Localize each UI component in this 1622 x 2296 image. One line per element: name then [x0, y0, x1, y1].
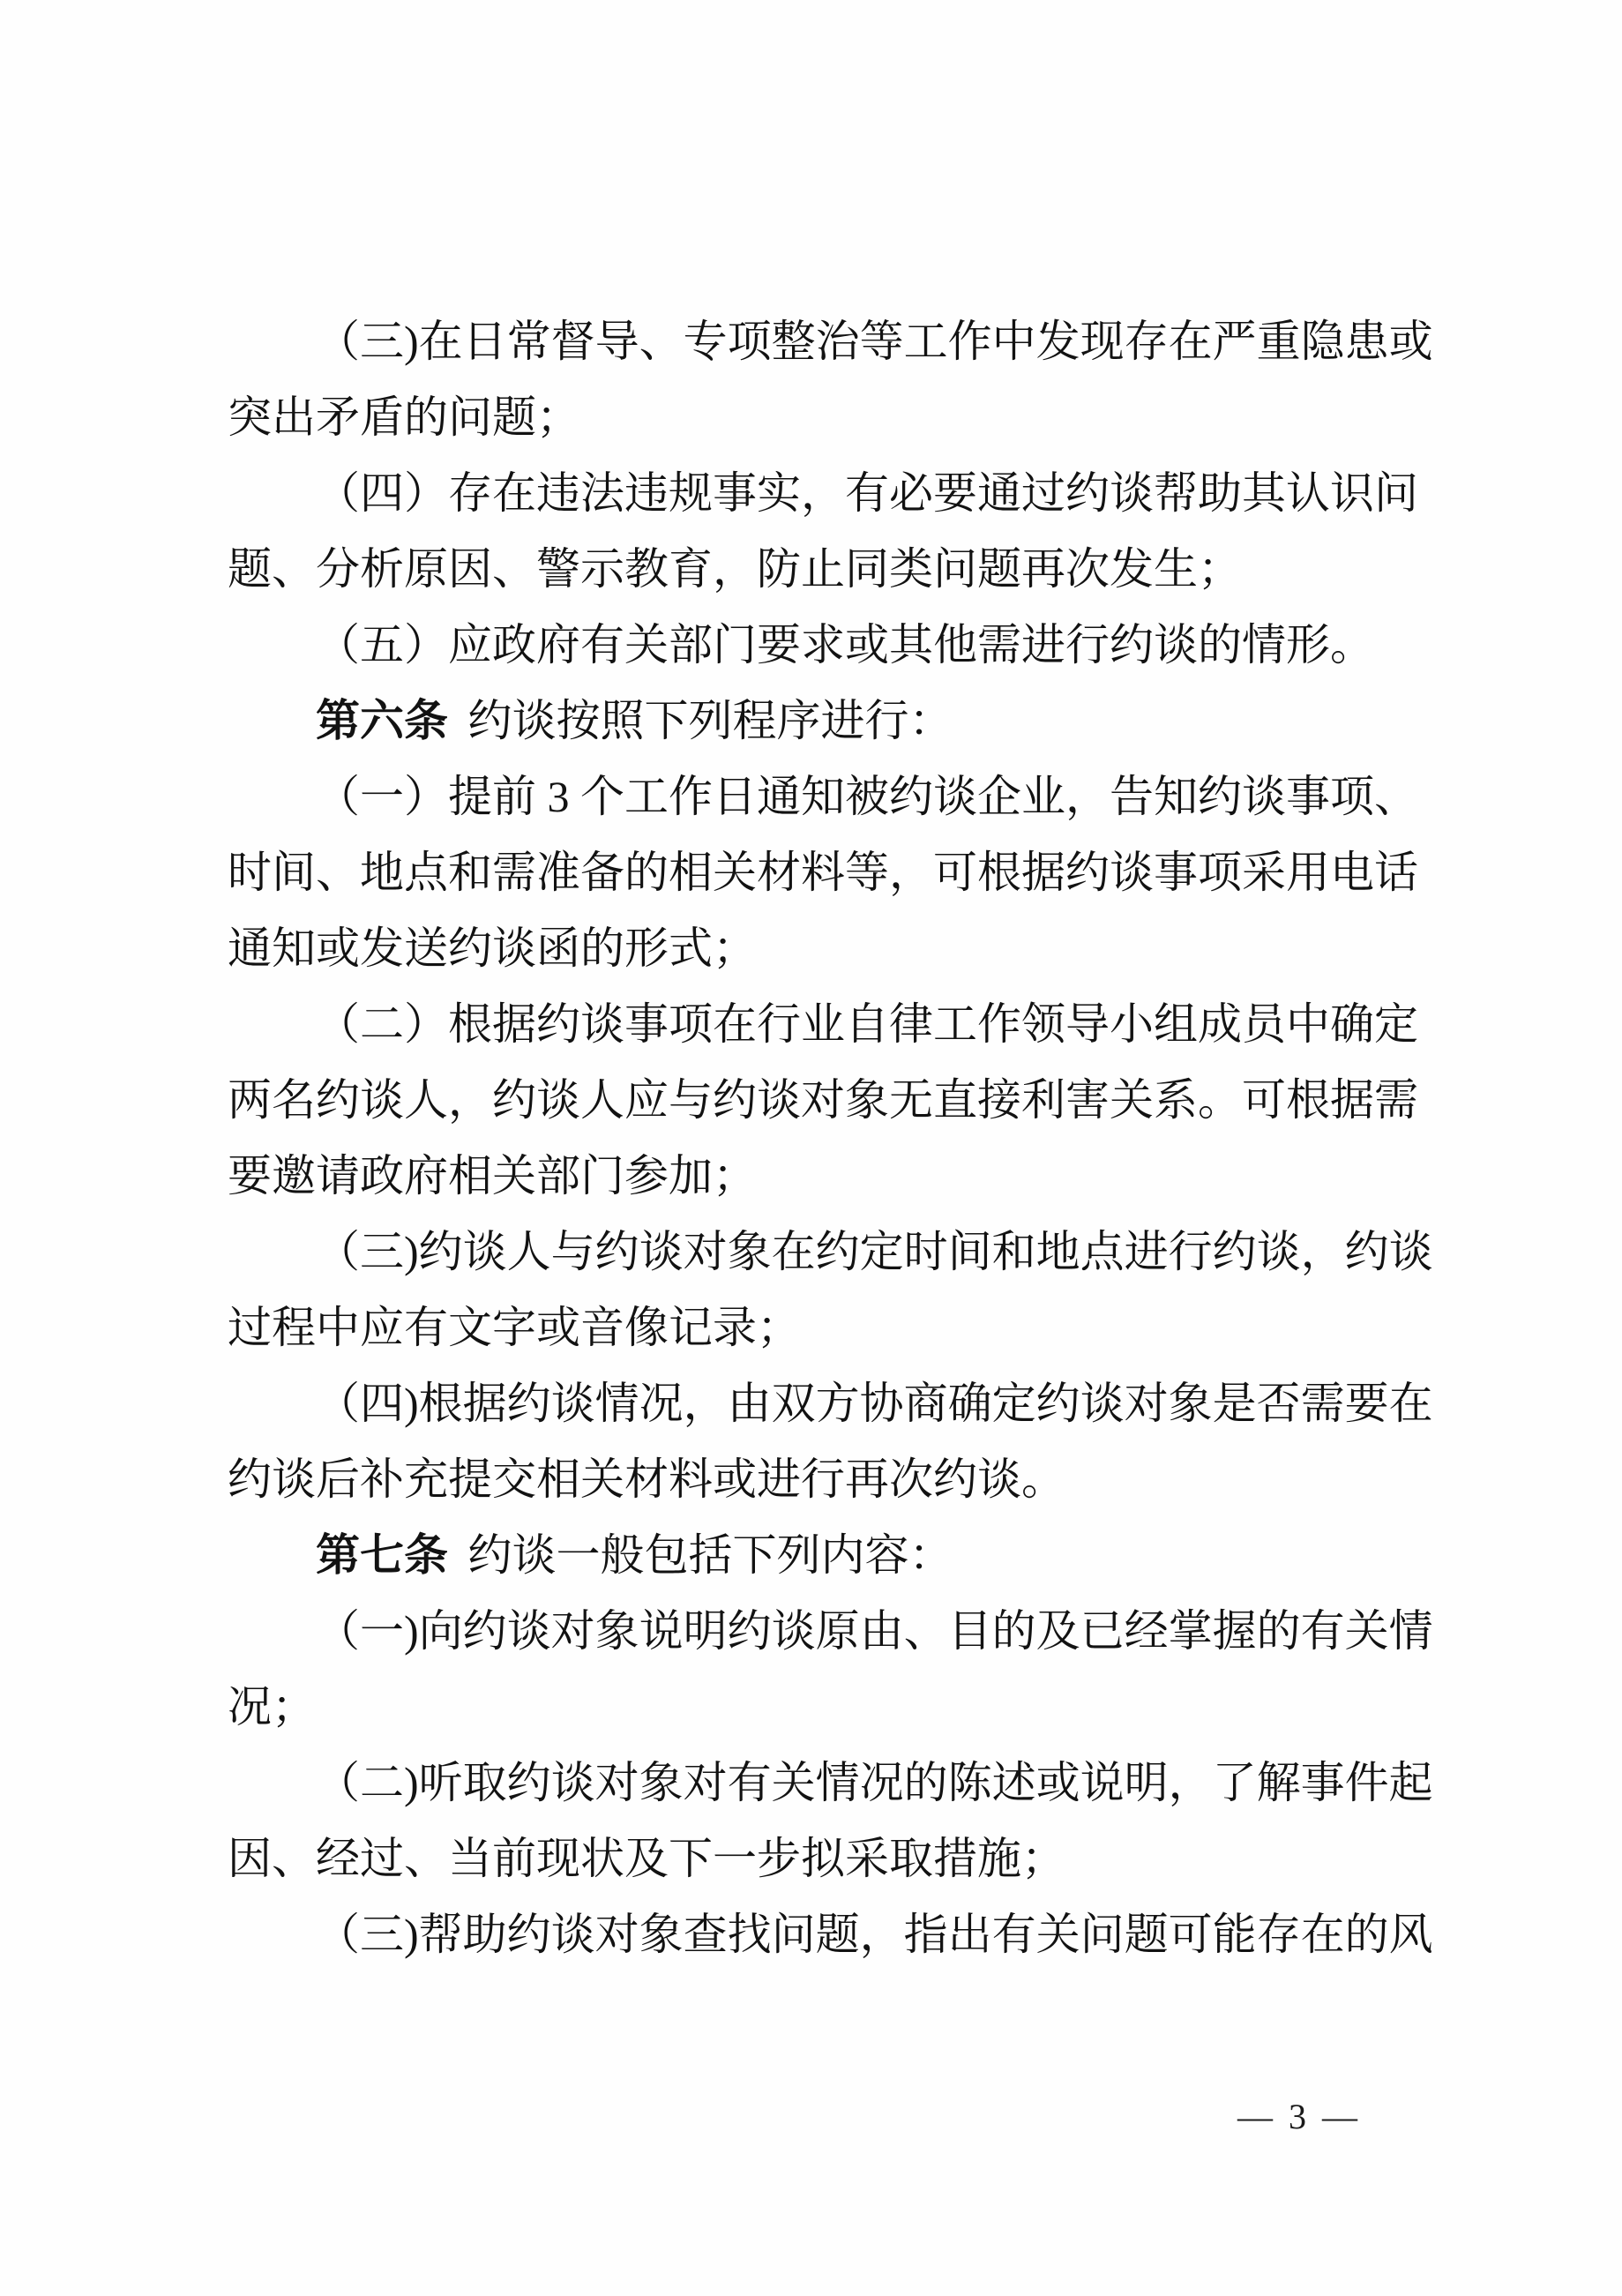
text-line: 时间、地点和需准备的相关材料等，可根据约谈事项采用电话: [228, 848, 1418, 897]
text-line: 题、分析原因、警示教育，防止同类问题再次发生；: [228, 544, 1242, 594]
text-line: 约谈后补充提交相关材料或进行再次约谈。: [228, 1455, 1065, 1504]
text-line: （二）根据约谈事项在行业自律工作领导小组成员中确定: [316, 999, 1418, 1049]
text-line: [228, 683, 1404, 759]
article-heading-text: 约谈一般包括下列内容：: [467, 1530, 953, 1580]
text-line: 通知或发送约谈函的形式；: [228, 924, 757, 973]
text-line: （三)约谈人与约谈对象在约定时间和地点进行约谈，约谈: [316, 1227, 1433, 1276]
text-line: （一）提前 3 个工作日通知被约谈企业，告知约谈事项、: [316, 772, 1418, 821]
text-line: （五）应政府有关部门要求或其他需进行约谈的情形。: [316, 620, 1374, 669]
text-line: 况；: [228, 1682, 316, 1731]
text-line: [228, 1517, 1404, 1593]
text-line: （二)听取约谈对象对有关情况的陈述或说明，了解事件起: [316, 1758, 1433, 1807]
text-line: 因、经过、当前现状及下一步拟采取措施；: [228, 1834, 1065, 1883]
text-line: 要邀请政府相关部门参加；: [228, 1151, 757, 1200]
text-line: （四）存在违法违规事实，有必要通过约谈帮助其认识问: [316, 468, 1418, 518]
text-line: （三)在日常督导、专项整治等工作中发现存在严重隐患或: [316, 317, 1433, 366]
text-line: （一)向约谈对象说明约谈原由、目的及已经掌握的有关情: [316, 1606, 1433, 1656]
text-line: 过程中应有文字或音像记录；: [228, 1303, 801, 1352]
article-heading-text: 约谈按照下列程序进行：: [467, 696, 953, 745]
page-number: — 3 —: [1237, 2097, 1361, 2136]
text-line: 突出矛盾的问题；: [228, 393, 580, 442]
text-line: （三)帮助约谈对象查找问题，指出有关问题可能存在的风: [316, 1910, 1433, 1959]
article-heading-label: 第七条: [316, 1530, 448, 1580]
article-heading-label: 第六条: [316, 696, 448, 745]
text-line: （四)根据约谈情况，由双方协商确定约谈对象是否需要在: [316, 1379, 1433, 1428]
document-body: [228, 303, 1433, 1972]
text-line: 两名约谈人，约谈人应与约谈对象无直接利害关系。可根据需: [228, 1075, 1418, 1125]
